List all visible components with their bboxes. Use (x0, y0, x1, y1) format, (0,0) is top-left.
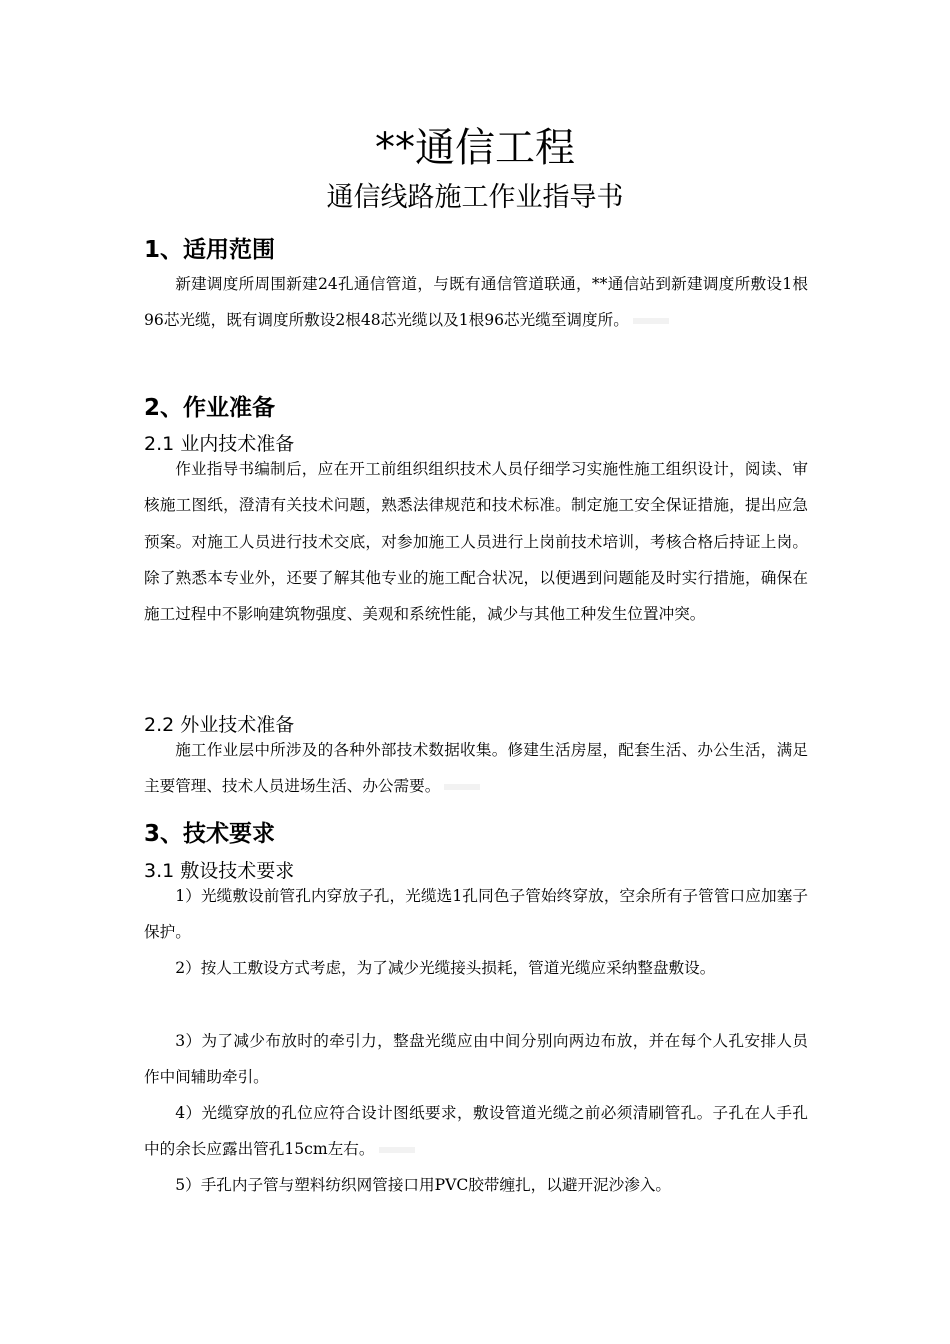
document-title: **通信工程 (375, 125, 575, 171)
faint-mark (444, 784, 480, 790)
section-2-1-paragraph (144, 451, 808, 632)
section-2-2-text: 施工作业层中所涉及的各种外部技术数据收集。修建生活房屋，配套生活、办公生活，满足主要管理、技术人员进场生活、办公需要。 (144, 741, 808, 796)
section-1-heading: 1、适用范围 (144, 237, 276, 263)
list-item-4-text: 4）光缆穿放的孔位应符合设计图纸要求，敷设管道光缆之前必须清刷管孔。子孔在人手孔中的余长应露出管孔15cm左右。 (144, 1104, 808, 1159)
list-item-3: 3）为了减少布放时的牵引力，整盘光缆应由中间分别向两边布放，并在每个人孔安排人员作中间辅助牵引。 (144, 1032, 808, 1087)
section-2-1-text: 作业指导书编制后，应在开工前组织组织技术人员仔细学习实施性施工组织设计，阅读、审核施工图纸，澄清有关技术问题，熟悉法律规范和技术标准。制定施工安全保证措施，提出应急预案。对施工人员进行技术交底，对参加施工人员进行上岗前技术培训，考核合格后持证上岗。除了熟悉本专业外，还要了解其他专业的施工配合状况，以便遇到问题能及时实行措施，确保在施工过程中不影响建筑物强度、美观和系统性能，减少与其他工种发生位置冲突。 (144, 460, 808, 624)
section-3-heading: 3、技术要求 (144, 821, 276, 847)
faint-mark (379, 1147, 415, 1153)
section-2-heading: 2、作业准备 (144, 395, 276, 421)
section-3-1-heading: 3.1 敷设技术要求 (144, 860, 295, 882)
section-1-text: 新建调度所周围新建24孔通信管道，与既有通信管道联通，**通信站到新建调度所敷设1根96芯光缆，既有调度所敷设2根48芯光缆以及1根96芯光缆至调度所。 (144, 275, 808, 330)
section-2-2-paragraph (144, 732, 808, 805)
section-2-1-heading: 2.1 业内技术准备 (144, 433, 295, 455)
section-1-paragraph (144, 266, 808, 339)
list-item-1: 1）光缆敷设前管孔内穿放子孔，光缆选1孔同色子管始终穿放，空余所有子管管口应加塞子保护。 (144, 887, 808, 942)
faint-mark (633, 318, 669, 324)
list-item-5: 5）手孔内子管与塑料纺织网管接口用PVC胶带缠扎，以避开泥沙渗入。 (175, 1176, 672, 1194)
document-subtitle: 通信线路施工作业指导书 (326, 182, 624, 213)
list-item-2: 2）按人工敷设方式考虑，为了减少光缆接头损耗，管道光缆应采纳整盘敷设。 (175, 959, 716, 977)
list-item-4 (144, 1095, 808, 1168)
section-2-2-heading: 2.2 外业技术准备 (144, 714, 295, 736)
